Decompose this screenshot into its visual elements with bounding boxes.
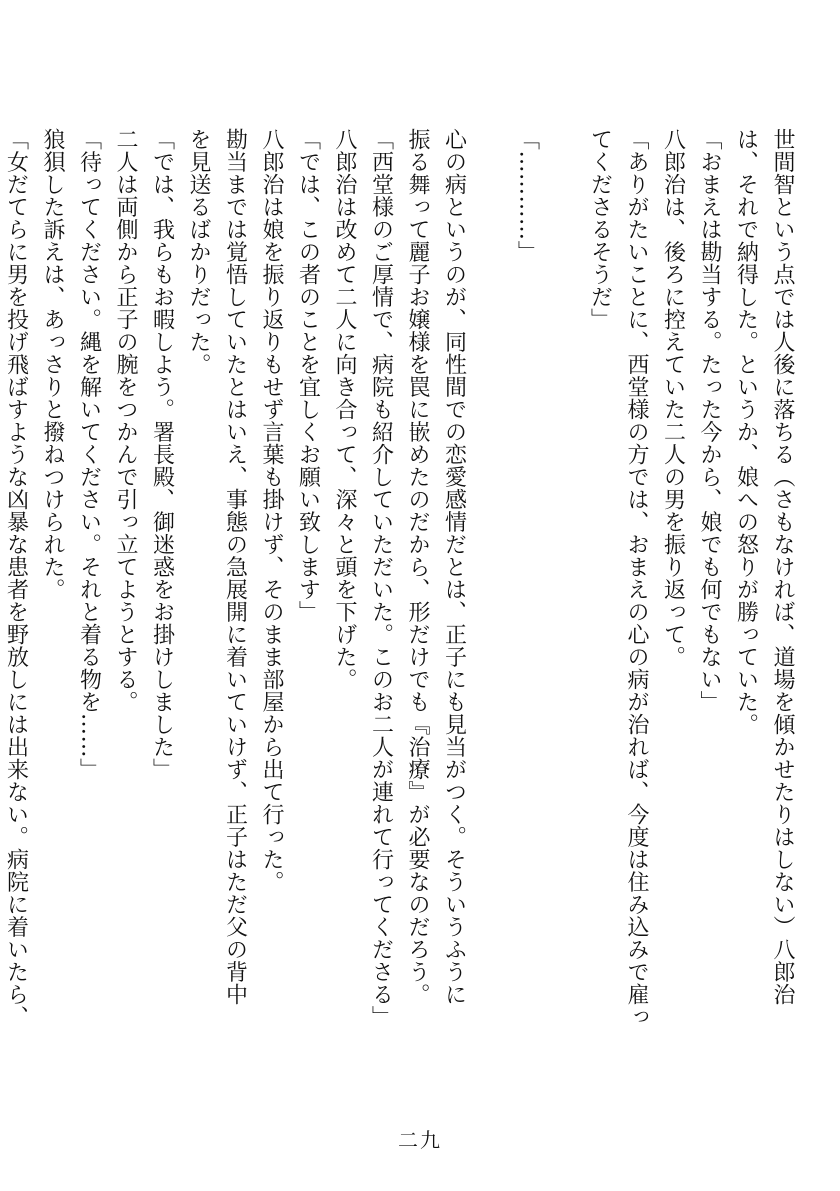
text-line: 八郎治は娘を振り返りもせず言葉も掛けず、そのまま部屋から出て行った。 xyxy=(259,128,284,893)
text-line: てくださるそうだ」 xyxy=(587,128,613,331)
text-line: 「待ってください。縄を解いてください。それと着る物を……」 xyxy=(76,128,102,781)
text-line: 心の病というのが、同性間での恋愛感情だとは、正子にも見当がつく。そういうふうに xyxy=(441,128,467,1006)
text-line: 二人は両側から正子の腕をつかんで引っ立てようとする。 xyxy=(113,128,138,713)
text-line: を見送るばかりだった。 xyxy=(186,128,211,376)
text-line: 「おまえは勘当する。たった今から、娘でも何でもない」 xyxy=(697,128,722,713)
text-line: 狼狽した訴えは、あっさりと撥ねつけられた。 xyxy=(40,128,65,601)
text-line: 八郎治は改めて二人に向き合って、深々と頭を下げた。 xyxy=(332,128,357,691)
text-line: 「西堂様のご厚情で、病院も紹介していただいた。このお二人が連れて行ってくださる」 xyxy=(368,128,394,1028)
text-line: 「ありがたいことに、西堂様の方では、おまえの心の病が治れば、今度は住み込みで雇っ xyxy=(624,128,649,1028)
text-line: 世間智という点では人後に落ちる（さもなければ、道場を傾かせたりはしない）八郎治 xyxy=(770,128,795,1006)
blank-line xyxy=(472,128,509,1008)
text-line: 「では、この者のことを宜しくお願い致します」 xyxy=(295,128,321,623)
page-number: 二九 xyxy=(398,1128,442,1152)
text-line: 勘当までは覚悟していたとはいえ、事態の急展開に着いていけず、正子はただ父の背中 xyxy=(222,128,248,1006)
text-line: 八郎治は、後ろに控えていた二人の男を振り返って。 xyxy=(660,128,686,668)
text-line: 振る舞って麗子お嬢様を罠に嵌めたのだから、形だけでも『治療』が必要なのだろう。 xyxy=(405,128,430,1006)
text-line: は、それで納得した。というか、娘への怒りが勝っていた。 xyxy=(733,128,759,736)
text-line: 「…………」 xyxy=(514,128,540,263)
blank-line xyxy=(545,128,582,1008)
text-line: 「では、我らもお暇しよう。署長殿、御迷惑をお掛けしました」 xyxy=(149,128,175,781)
vertical-text-body xyxy=(3,128,800,1028)
text-line: 「女だてらに男を投げ飛ばすような凶暴な患者を野放しには出来ない。病院に着いたら、 xyxy=(3,128,29,1028)
